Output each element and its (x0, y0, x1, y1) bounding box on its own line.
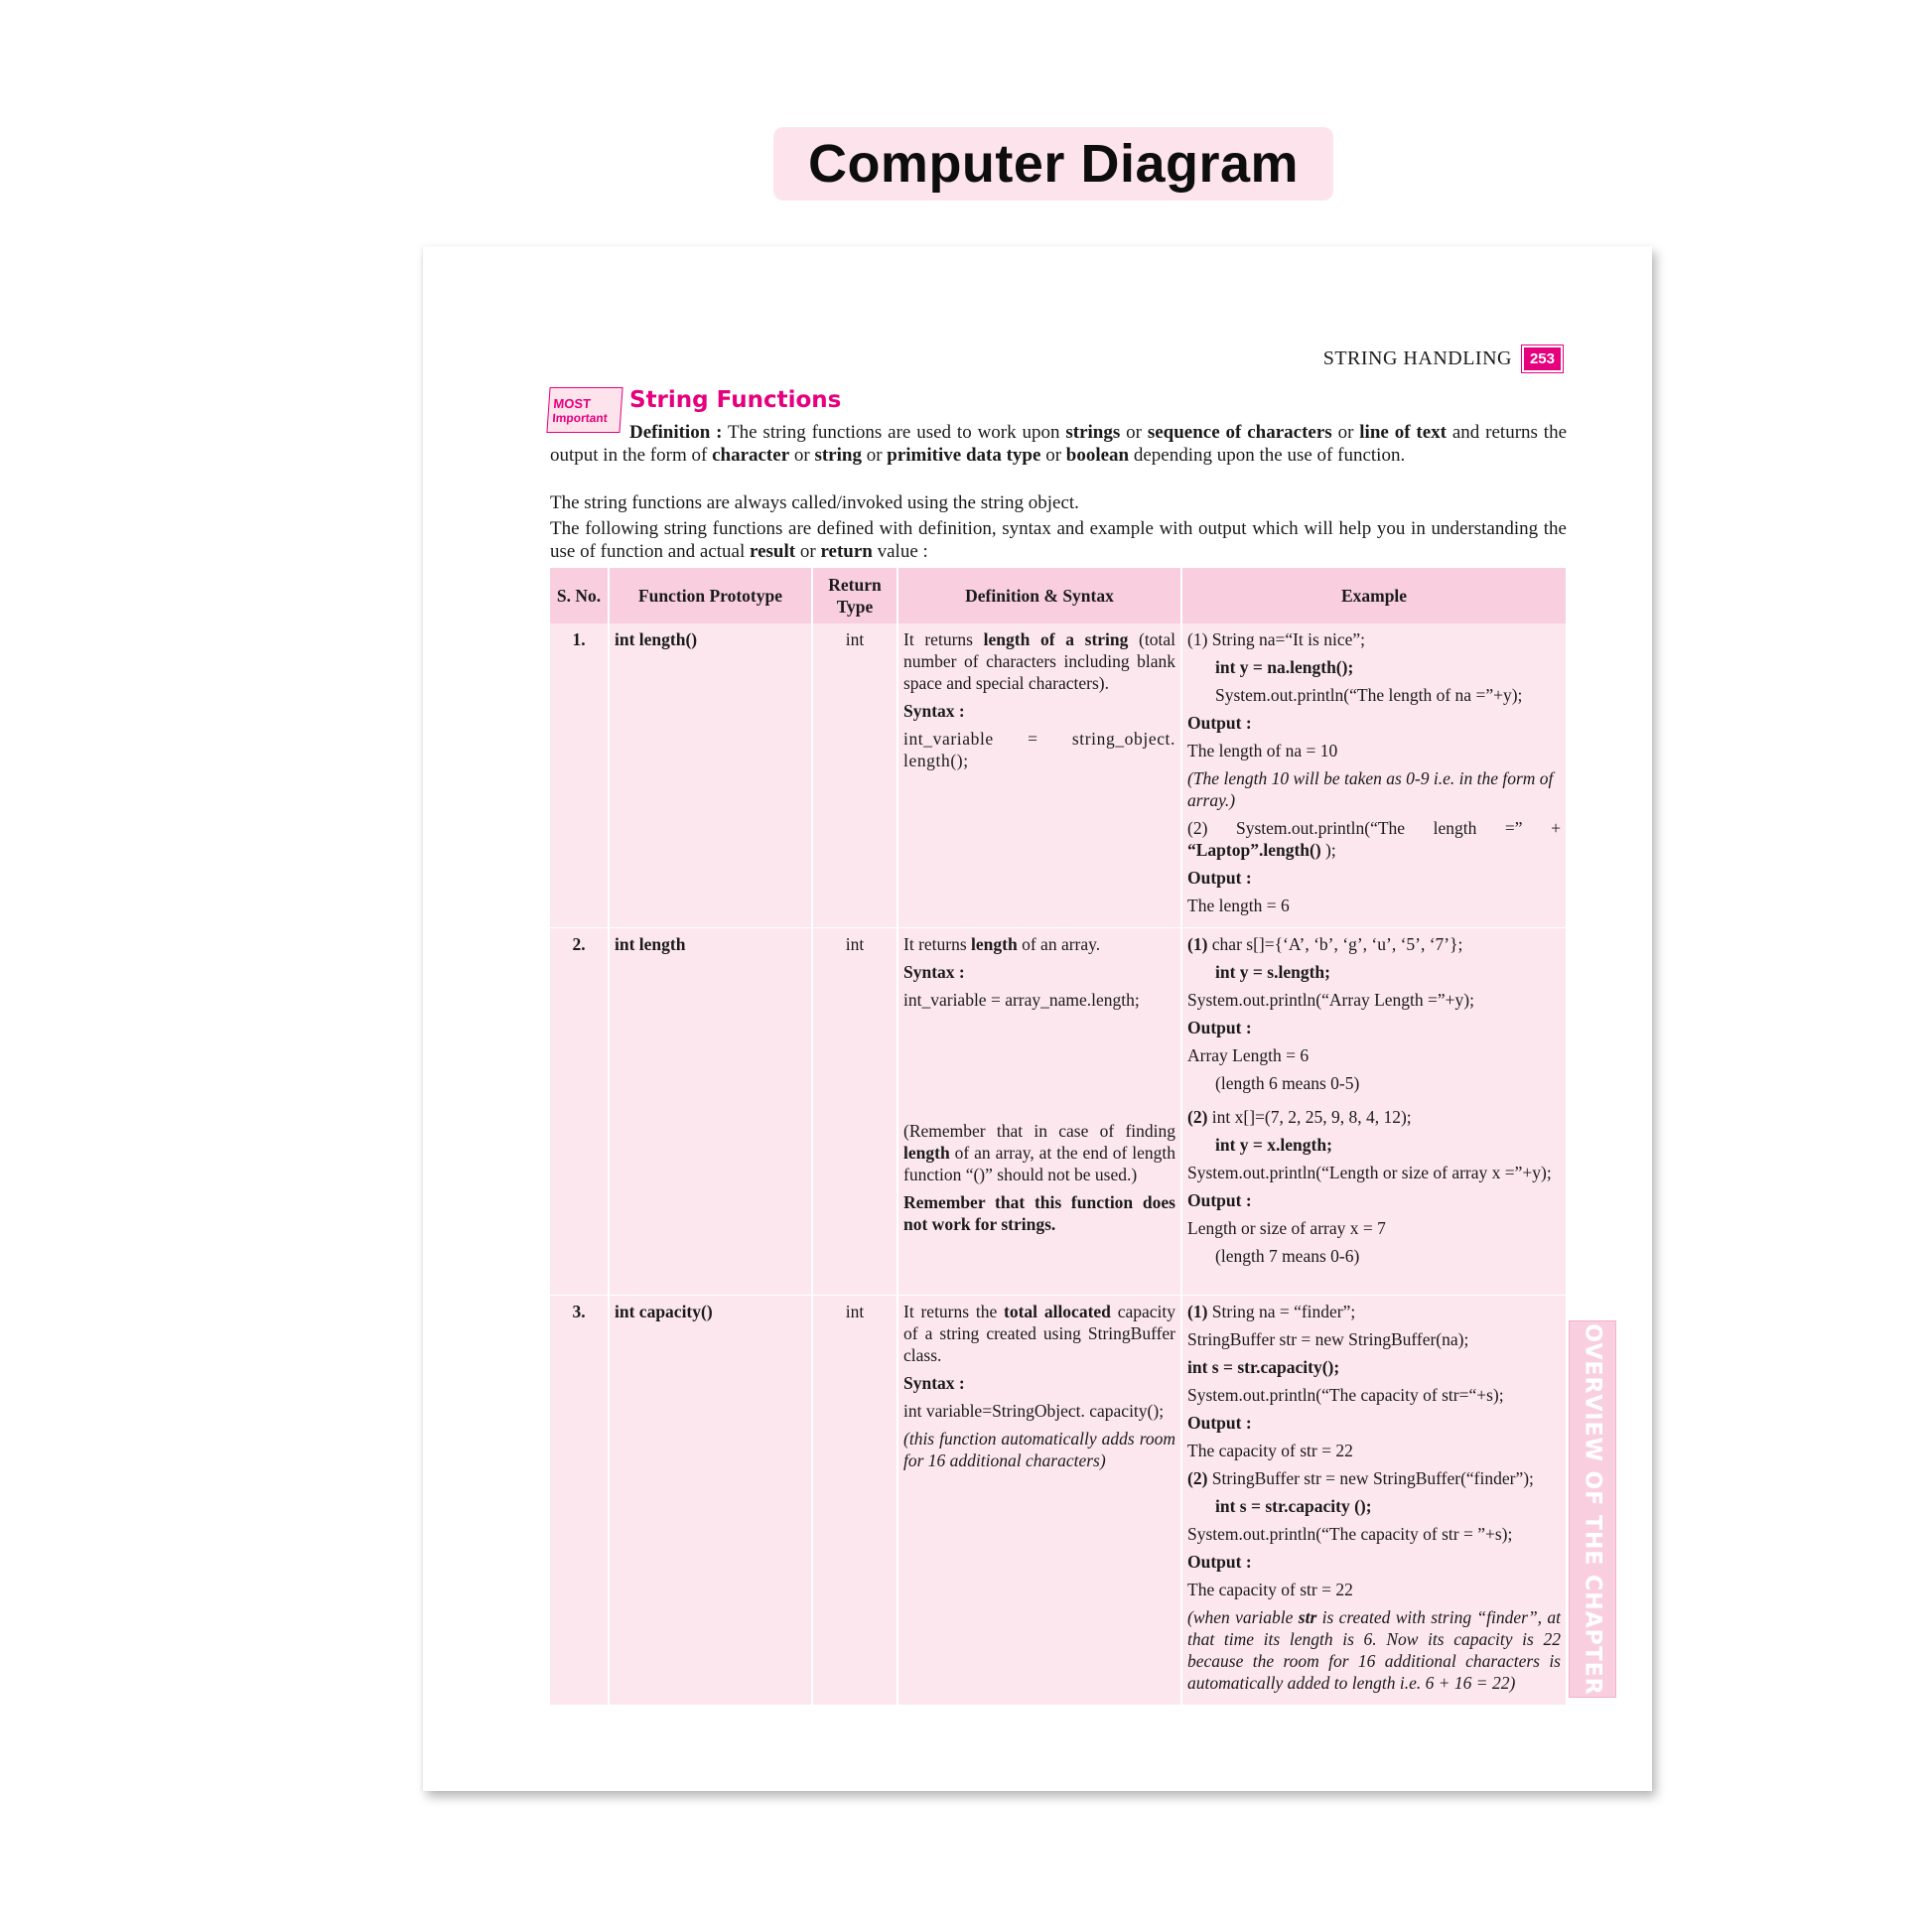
running-head-text: STRING HANDLING (1322, 347, 1512, 369)
table-row (550, 1296, 1567, 1706)
string-functions-table (550, 568, 1568, 1705)
para1-t2: or (1120, 422, 1148, 443)
table-row (550, 928, 1567, 1296)
para3-t1: The following string functions are defined with definition, syntax and example with output which will help you in understanding the use of function and actual (550, 518, 1567, 562)
cell-return-type: int (812, 623, 897, 928)
cell-sno: 3. (550, 1296, 609, 1706)
header-return-type: Return Type (812, 568, 897, 623)
cell-example: (1) String na = “finder”; StringBuffer str = new StringBuffer(na); int s = str.capacity(); System.out.println(“The capacity of str=“+s); Output : The capacity of str = 22 (2) StringBuffer str = new StringBuffer(“finder”); int s = str.capacity (); System.out.println(“The capacity of str = ”+s); Output : The capacity of str = 22 (when variable str is created with string “finder”, at that time its length is 6. Now its capacity is 22 because the room for 16 additional characters is automatically added to length i.e. 6 + 16 = 22) (1181, 1296, 1567, 1706)
cell-definition: It returns length of an array. Syntax : int_variable = array_name.length; (Remember that in case of finding length of an array, at the end of length function “()” should not be used.) Remember that this function does not work for strings. (897, 928, 1181, 1296)
para1-t7: or (1040, 445, 1066, 466)
badge-line1: MOST (552, 395, 592, 411)
cell-definition: It returns the total allocated capacity of a string created using StringBuffer class. Syntax : int variable=StringObject. capacity(); (this function automatically adds room for 16 additional characters) (897, 1296, 1181, 1706)
cell-sno: 1. (550, 623, 609, 928)
para3-t2: or (795, 541, 821, 562)
cell-prototype: int length() (609, 623, 812, 928)
para1-b7: boolean (1065, 445, 1130, 466)
cell-return-type: int (812, 1296, 897, 1706)
cell-example: (1) char s[]={‘A’, ‘b’, ‘g’, ‘u’, ‘5’, ‘7’}; int y = s.length; System.out.println(“Array Length =”+y); Output : Array Length = 6 (length 6 means 0-5) (2) int x[]=(7, 2, 25, 9, 8, 4, 12); int y = x.length; System.out.println(“Length or size of array x =”+y); Output : Length or size of array x = 7 (length 7 means 0-6) (1181, 928, 1567, 1296)
cell-prototype: int length (609, 928, 812, 1296)
para1-t5: or (789, 445, 815, 466)
para3-b1: result (750, 541, 796, 562)
para1-t4: and returns the output in the form of (550, 422, 1568, 466)
header-title-pill (773, 127, 1333, 201)
para3-t3: value : (872, 541, 928, 562)
syntax-text: int_variable = string_object. length(); (903, 729, 1175, 770)
cell-example: (1) String na=“It is nice”; int y = na.length(); System.out.println(“The length of na =”+y); Output : The length of na = 10 (The length 10 will be taken as 0-9 i.e. in the form of array.) (2) System.out.println(“The length =” + “Laptop”.length() ); Output : The length = 6 (1181, 623, 1567, 928)
para1-t8: depending upon the use of function. (1129, 445, 1406, 466)
header-function-prototype: Function Prototype (609, 568, 812, 623)
intro-paragraph (550, 517, 1567, 563)
cell-return-type: int (812, 928, 897, 1296)
table-header-row (550, 568, 1567, 623)
header-sno: S. No. (550, 568, 609, 623)
para1-b5: string (814, 445, 862, 466)
definition-label: Definition : (629, 422, 723, 443)
para1-t6: or (861, 445, 888, 466)
header-title: Computer Diagram (807, 134, 1300, 194)
page-number: 253 (1522, 345, 1563, 372)
para1-b1: strings (1065, 422, 1121, 443)
para1-b2: sequence of characters (1147, 422, 1332, 443)
book-page (423, 246, 1652, 1791)
header-example: Example (1181, 568, 1567, 623)
badge-line2: Important (551, 410, 609, 425)
cell-definition: It returns length of a string (total number of characters including blank space and special characters). Syntax : int_variable = string_object. length(); (897, 623, 1181, 928)
section-title: String Functions (629, 387, 842, 413)
definition-paragraph (550, 421, 1567, 467)
chapter-side-tab (1569, 1320, 1616, 1698)
para3-b2: return (820, 541, 873, 562)
side-tab-text: OVERVIEW OF THE CHAPTER (1580, 1322, 1605, 1696)
header-definition-syntax: Definition & Syntax (897, 568, 1181, 623)
cell-sno: 2. (550, 928, 609, 1296)
table-row (550, 623, 1567, 928)
para1-b6: primitive data type (887, 445, 1041, 466)
running-head (1323, 345, 1563, 372)
invocation-paragraph: The string functions are always called/invoked using the string object. (550, 492, 1079, 513)
syntax-label: Syntax : (903, 701, 965, 721)
para1-b3: line of text (1359, 422, 1447, 443)
cell-prototype: int capacity() (609, 1296, 812, 1706)
para1-t3: or (1331, 422, 1360, 443)
para1-b4: character (712, 445, 790, 466)
para1-t1: The string functions are used to work upon (722, 422, 1066, 443)
